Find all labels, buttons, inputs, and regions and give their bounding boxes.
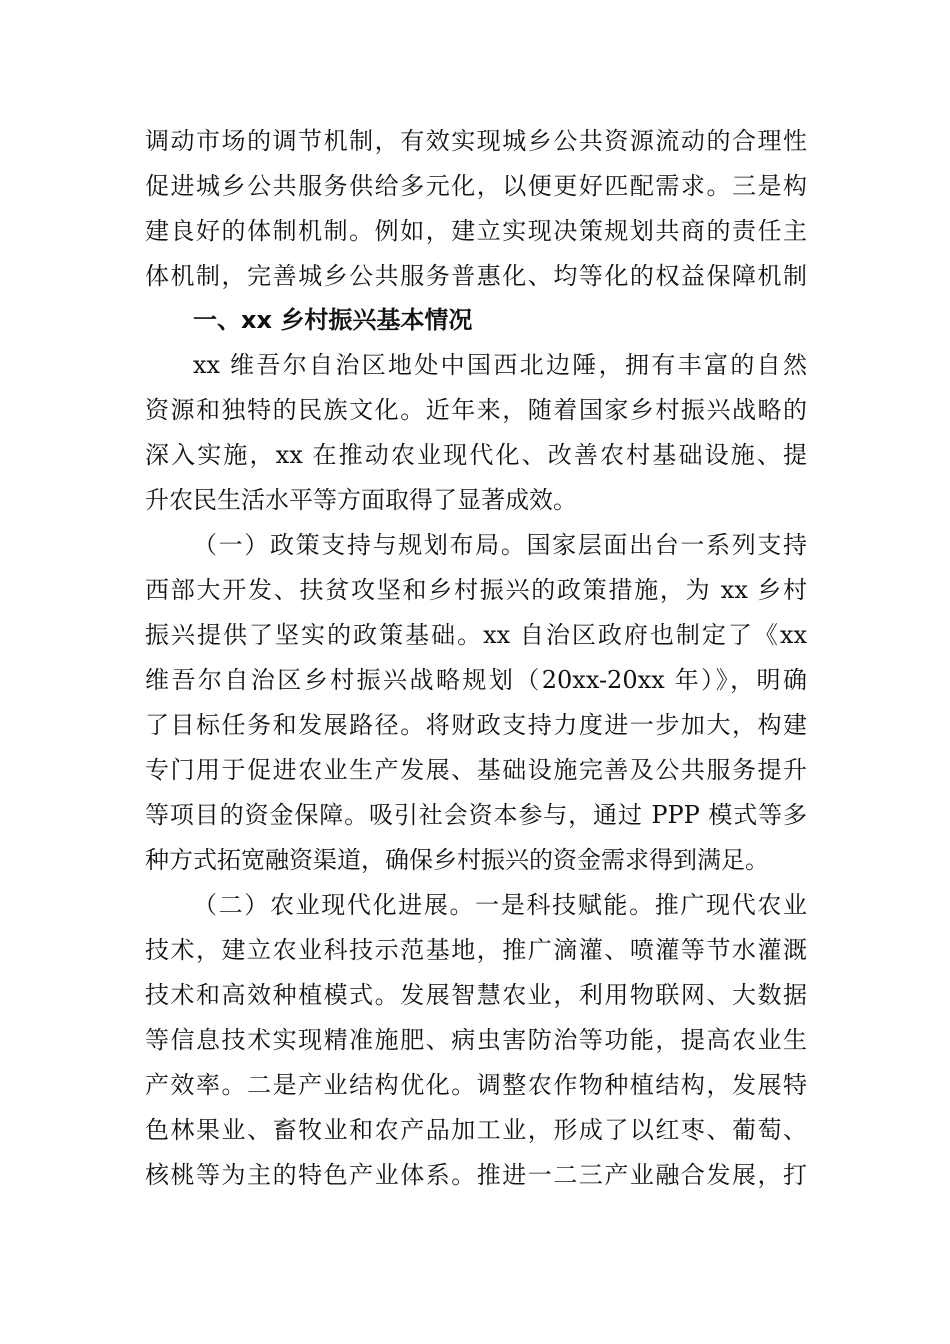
text-line: 升农民生活水平等方面取得了显著成效。 — [145, 486, 577, 514]
text-line: 资源和独特的民族文化。近年来，随着国家乡村振兴战略的 — [145, 396, 807, 424]
text-line: 技术，建立农业科技示范基地，推广滴灌、喷灌等节水灌溉 — [145, 936, 807, 964]
text-line: 了目标任务和发展路径。将财政支持力度进一步加大，构建 — [145, 711, 807, 739]
subsection-line: （二）农业现代化进展。一是科技赋能。推广现代农业 — [193, 891, 807, 919]
text-line: 促进城乡公共服务供给多元化，以便更好匹配需求。三是构 — [145, 172, 807, 200]
text-line: 维吾尔自治区乡村振兴战略规划（20xx-20xx 年）》，明确 — [145, 666, 807, 694]
text-line: xx 维吾尔自治区地处中国西北边陲，拥有丰富的自然 — [193, 351, 807, 379]
text-line: 建良好的体制机制。例如，建立实现决策规划共商的责任主 — [145, 217, 807, 245]
text-line: 体机制，完善城乡公共服务普惠化、均等化的权益保障机制 — [145, 262, 807, 290]
text-line: 专门用于促进农业生产发展、基础设施完善及公共服务提升 — [145, 756, 807, 784]
section-heading: 一、xx 乡村振兴基本情况 — [193, 306, 473, 334]
subsection-line: （一）政策支持与规划布局。国家层面出台一系列支持 — [193, 531, 807, 559]
text-line: 深入实施，xx 在推动农业现代化、改善农村基础设施、提 — [145, 441, 807, 469]
text-line: 等信息技术实现精准施肥、病虫害防治等功能，提高农业生 — [145, 1026, 807, 1054]
text-line: 核桃等为主的特色产业体系。推进一二三产业融合发展，打 — [145, 1161, 807, 1189]
text-line: 等项目的资金保障。吸引社会资本参与，通过 PPP 模式等多 — [145, 801, 807, 829]
text-line: 产效率。二是产业结构优化。调整农作物种植结构，发展特 — [145, 1071, 807, 1099]
text-line: 调动市场的调节机制，有效实现城乡公共资源流动的合理性 — [145, 127, 807, 155]
text-line: 种方式拓宽融资渠道，确保乡村振兴的资金需求得到满足。 — [145, 846, 769, 874]
text-line: 振兴提供了坚实的政策基础。xx 自治区政府也制定了《xx — [145, 621, 807, 649]
text-line: 西部大开发、扶贫攻坚和乡村振兴的政策措施，为 xx 乡村 — [145, 576, 807, 604]
text-line: 技术和高效种植模式。发展智慧农业，利用物联网、大数据 — [145, 981, 807, 1009]
text-line: 色林果业、畜牧业和农产品加工业，形成了以红枣、葡萄、 — [145, 1116, 807, 1144]
